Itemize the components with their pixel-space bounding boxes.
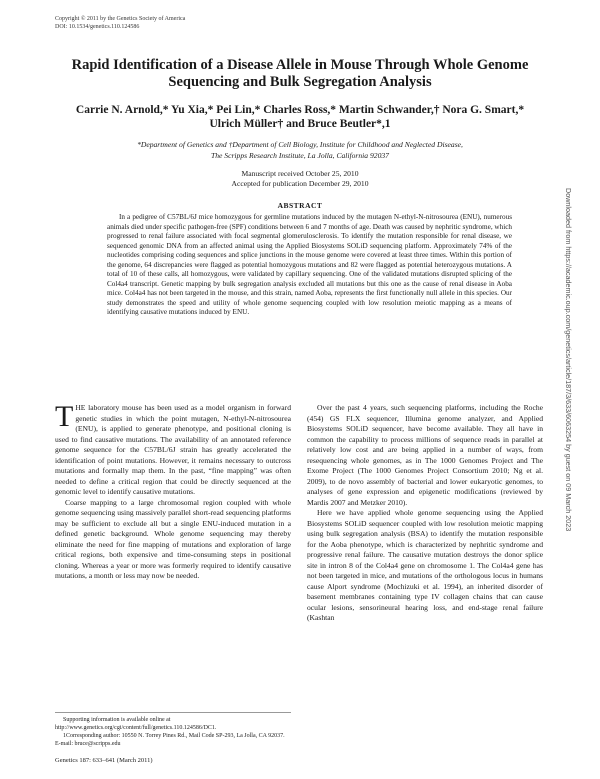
drop-cap: T bbox=[55, 400, 74, 433]
author-line-2: Ulrich Müller† and Bruce Beutler*,1 bbox=[209, 118, 391, 130]
received-date: Manuscript received October 25, 2010 bbox=[241, 169, 359, 178]
manuscript-dates bbox=[150, 169, 450, 189]
author-line-1: Carrie N. Arnold,* Yu Xia,* Pei Lin,* Charles Ross,* Martin Schwander,† Nora G. Smart,* bbox=[75, 104, 525, 116]
body-column-right bbox=[307, 403, 543, 624]
accepted-date: Accepted for publication December 29, 2010 bbox=[231, 178, 369, 188]
intro-paragraph-1-text: HE laboratory mouse has been used as a model organism in forward genetic studies in which the point mutagen, N-ethyl-N-nitrosourea (ENU), is applied to generate phenotype, and positional cloning is used to find causative mutations. The availability of an annotated reference genome sequence for the C57BL/6J strain has greatly accelerated the identification of point mutations. However, it remains necessary to outcross mutations and formally map them. In the past, “fine mapping” was often needed to define a critical region that could be directly sequenced at the genomic level to identify causative mutations. bbox=[55, 403, 291, 496]
article-title: Rapid Identification of a Disease Allele in Mouse Through Whole Genome Sequencing and Bulk Segregation Analysis bbox=[71, 57, 529, 90]
affiliation-line-2: The Scripps Research Institute, La Jolla, California 92037 bbox=[211, 150, 389, 160]
affiliation bbox=[90, 140, 510, 161]
body-column-left bbox=[55, 400, 291, 582]
copyright-line: Copyright © 2011 by the Genetics Society of America bbox=[55, 16, 186, 22]
intro-paragraph-1 bbox=[55, 400, 291, 498]
journal-header bbox=[55, 15, 185, 31]
footnotes bbox=[55, 712, 291, 748]
abstract-text: In a pedigree of C57BL/6J mice homozygous for germline mutations induced by the mutagen N-ethyl-N-nitrosourea (ENU), numerous animals died under specific pathogen-free (SPF) conditions between 6 and 7 months of age. Death was caused by nephritic syndrome, which progressed to renal failure associated with focal segmental glomerulosclerosis. To identify the mutation responsible for renal disease, we sequenced genomic DNA from an affected animal using the Applied Biosystems SOLiD sequencing platform. Approximately 74% of the nucleotides comprising coding sequences and splice junctions in the mouse genome were covered at least three times. Within this portion of the genome, 64 discrepancies were flagged as potential homozygous mutations and 82 were flagged as potential heterozygous mutations. A total of 10 of these calls, all homozygous, were validated by capillary sequencing. One of the validated mutations disrupted splicing of the Col4a4 transcript. Genetic mapping by bulk segregation analysis excluded all mutations but this one as the cause of renal disease in Aoba mice. Col4a4 has not been targeted in the mouse, and this strain, named Aoba, represents the first functionally null allele in this species. Our study demonstrates the speed and utility of whole genome sequencing coupled with low resolution meiotic mapping as a means of identifying causative mutations induced by ENU. bbox=[107, 213, 512, 317]
download-watermark: Downloaded from https://academic.oup.com/genetics/article/187/3/633/6063254 by guest on 09 March 2023 bbox=[564, 188, 573, 532]
intro-paragraph-3: Over the past 4 years, such sequencing platforms, including the Roche (454) GS FLX sequencer, Illumina genome analyzer, and Applied Biosystems SOLiD sequencer, have become available. They all have in common the capability to process millions of sequence reads in parallel at relatively low cost and are being applied in a number of ways, from resequencing whole genomes, as in The 1000 Genomes Project and The Exome Project (The 1000 Genomes Project Consortium 2010; Ng et al. 2009), to de novo assembly of bacterial and lower eukaryotic genomes, to analyses of gene expression and epigenetic modifications (reviewed by Mardis 2007 and Metzker 2010). bbox=[307, 403, 543, 507]
abstract-heading: ABSTRACT bbox=[277, 201, 323, 210]
intro-paragraph-2: Coarse mapping to a large chromosomal region coupled with whole genome sequencing using massively parallel short-read sequencing platforms may be sufficient to exclude all but a single ENU-induced mutation in a defined genetic background. Whole genome sequencing may thereby eliminate the need for fine mapping of mutations and exploration of large critical regions, both expensive and time-consuming steps in positional cloning. Whereas a year or more was formerly required to identify causative mutations, a month or less may now be needed. bbox=[55, 497, 291, 580]
abstract-body bbox=[107, 213, 512, 318]
corresponding-author-note: 1Corresponding author: 10550 N. Torrey Pines Rd., Mail Code SP-293, La Jolla, CA 92037. E-mail: bruce@scripps.edu bbox=[55, 733, 285, 747]
journal-citation: Genetics 187: 633–641 (March 2011) bbox=[55, 757, 153, 764]
intro-paragraph-4: Here we have applied whole genome sequencing using the Applied Biosystems SOLiD sequencer coupled with low resolution meiotic mapping using bulk segregation analysis (BSA) to identify the mutation responsible for the Aoba phenotype, which is characterized by nephritic syndrome and progressive renal failure. The causative mutation destroys the donor splice site in intron 8 of the Col4a4 gene on chromosome 1. The Col4a4 gene has not been targeted in mice, and mutations of the orthologous locus in humans cause Alport syndrome (Mochizuki et al. 1994), an inherited disorder of basement membranes containing type IV collagen chains that can cause ocular lesions, sensorineural hearing loss, and end-stage renal failure (Kashtan bbox=[307, 508, 543, 622]
author-list bbox=[50, 103, 550, 131]
affiliation-line-1: *Department of Genetics and †Department of Cell Biology, Institute for Childhood and Neglected Disease, bbox=[137, 140, 463, 149]
supporting-info-note: Supporting information is available online at http://www.genetics.org/cgi/content/full/genetics.110.124586/DC1. bbox=[55, 717, 217, 731]
doi-line: DOI: 10.1534/genetics.110.124586 bbox=[55, 24, 140, 30]
